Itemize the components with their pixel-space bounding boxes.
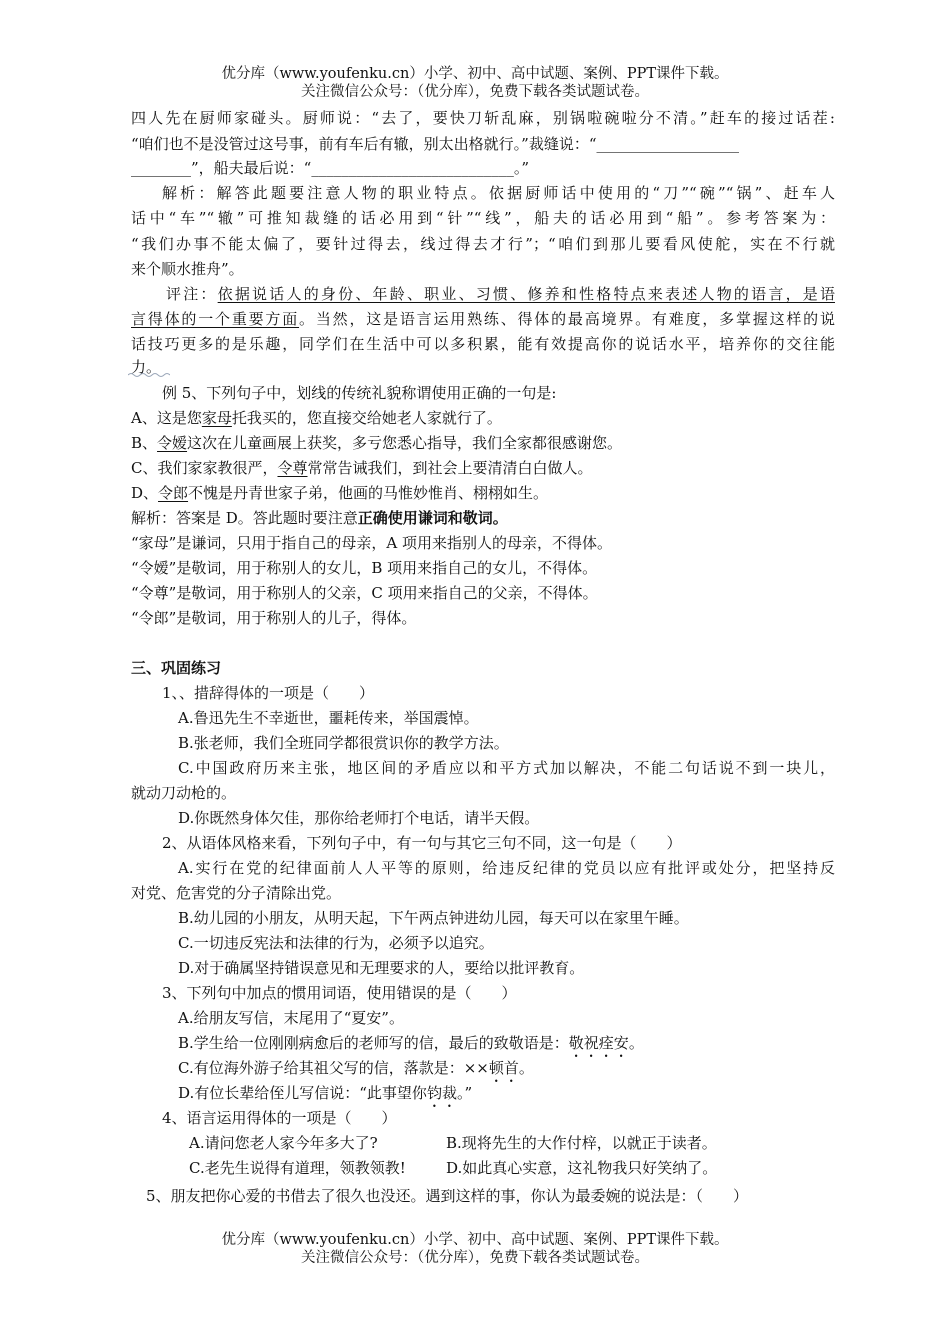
q1-option-c-line-2: 就动刀动枪的。 xyxy=(131,784,237,802)
q2-option-b: B.幼儿园的小朋友，从明天起，下午两点钟进幼儿园，每天可以在家里午睡。 xyxy=(178,909,689,927)
q2-option-d: D.对于确属坚持错误意见和无理要求的人，要给以批评教育。 xyxy=(178,959,585,977)
option-a-term: 家母 xyxy=(201,409,232,427)
q3d-post: 。” xyxy=(456,1084,473,1102)
option-b-pre: B、 xyxy=(131,434,158,452)
option-c-term: 令尊 xyxy=(277,459,308,477)
intro-line-2: “咱们也不是没管过这号事，前有车后有辙，别太出格就行。”裁缝说：“___________________ xyxy=(131,135,740,153)
q3-option-a: A.给朋友写信，末尾用了“夏安”。 xyxy=(178,1009,404,1027)
comment-rest-2: 。当然，这是语言运用熟练、得体的最高境界。有难度，多掌握这样的说 xyxy=(299,310,835,328)
comment-line-3: 话技巧更多的是乐趣，同学们在生活中可以多积累，能有效提高你的说话水平，培养你的交往能 xyxy=(131,335,835,353)
footer-line-1: 优分库（www.youfenku.cn）小学、初中、高中试题、案例、PPT课件下载。 xyxy=(221,1232,729,1248)
analysis-line-1: 解析：解答此题要注意人物的职业特点。依据厨师话中使用的“刀”“碗”“锅”、赶车人 xyxy=(162,184,835,202)
intro-line-1: 四人先在厨师家碰头。厨师说：“去了，要快刀斩乱麻，别锅啦碗啦分不清。”赶车的接过话茬: xyxy=(131,109,835,127)
comment-line-2 xyxy=(131,309,835,329)
option-b-term: 令嫒 xyxy=(157,434,188,452)
q4: 4、语言运用得体的一项是（ ） xyxy=(162,1109,397,1127)
q3c-dotted: 顿首 xyxy=(488,1059,519,1077)
q3c-post: 。 xyxy=(518,1059,534,1077)
q3b-post: 。 xyxy=(628,1034,644,1052)
comment-underlined-2: 言得体的一个重要方面 xyxy=(131,310,300,328)
example5-option-c xyxy=(131,458,593,478)
option-c-pre: C、我们家家教很严， xyxy=(131,459,278,477)
header-line-1: 优分库（www.youfenku.cn）小学、初中、高中试题、案例、PPT课件下载。 xyxy=(221,66,729,82)
explanation-3: “令尊”是敬词，用于称别人的父亲，C 项用来指自己的父亲，不得体。 xyxy=(131,584,598,602)
q3: 3、下列句中加点的惯用词语，使用错误的是（ ） xyxy=(162,984,517,1002)
analysis-line-4: 来个顺水推舟”。 xyxy=(131,260,244,278)
q3c-pre: C.有位海外游子给其祖父写的信，落款是：×× xyxy=(178,1059,489,1077)
option-a-pre: A、这是您 xyxy=(131,409,202,427)
option-d-pre: D、 xyxy=(131,484,159,502)
q3-option-b xyxy=(178,1033,644,1061)
example5-question: 例 5、下列句子中，划线的传统礼貌称谓使用正确的一句是: xyxy=(162,384,557,402)
intro-line-3: ________”，船夫最后说：“___________________________。” xyxy=(131,159,530,177)
option-d-term: 令郎 xyxy=(158,484,189,502)
q3b-pre: B.学生给一位刚刚病愈后的老师写的信，最后的致敬语是： xyxy=(178,1034,569,1052)
option-c-post: 常常告诫我们，到社会上要清清白白做人。 xyxy=(307,459,593,477)
example5-option-d xyxy=(131,483,548,503)
analysis-line-2: 话中“车”“辙”可推知裁缝的话必用到“针”“线”，船夫的话必用到“船”。参考答案为： xyxy=(131,209,835,227)
q1-option-a: A.鲁迅先生不幸逝世，噩耗传来，举国震悼。 xyxy=(178,709,479,727)
q1-option-c-line-1: C.中国政府历来主张，地区间的矛盾应以和平方式加以解决，不能二句话说不到一块儿， xyxy=(178,759,835,777)
footer-line-2: 关注微信公众号：（优分库），免费下载各类试题试卷。 xyxy=(301,1250,649,1266)
example5-option-b xyxy=(131,433,622,453)
answer-pre: 解析：答案是 D。答此题时要注意 xyxy=(131,509,358,527)
comment-underlined-1: 依据说话人的身份、年龄、职业、习惯、修养和性格特点来表述人物的语言，是语 xyxy=(217,285,835,303)
q3-option-d xyxy=(178,1083,472,1111)
q4-option-a: A.请问您老人家今年多大了? xyxy=(189,1134,378,1152)
q1-option-b: B.张老师，我们全班同学都很赏识你的教学方法。 xyxy=(178,734,509,752)
q2-option-a-line-1: A.实行在党的纪律面前人人平等的原则，给违反纪律的党员以应有批评或处分，把坚持反 xyxy=(178,859,835,877)
option-d-post: 不愧是丹青世家子弟，他画的马惟妙惟肖、栩栩如生。 xyxy=(188,484,549,502)
q3b-dotted: 敬祝痊安 xyxy=(568,1034,629,1052)
comment-line-4: 力。 xyxy=(131,358,162,376)
q2: 2、从语体风格来看，下列句子中，有一句与其它三句不同，这一句是（ ） xyxy=(162,834,682,852)
q4-option-d: D.如此真心实意，这礼物我只好笑纳了。 xyxy=(446,1159,718,1177)
explanation-4: “令郎”是敬词，用于称别人的儿子，得体。 xyxy=(131,609,417,627)
header-line-2: 关注微信公众号：（优分库），免费下载各类试题试卷。 xyxy=(301,84,649,100)
q3d-pre: D.有位长辈给侄儿写信说：“此事望你 xyxy=(178,1084,427,1102)
q1-option-d: D.你既然身体欠佳，那你给老师打个电话，请半天假。 xyxy=(178,809,540,827)
q1: 1、、措辞得体的一项是（ ） xyxy=(162,684,375,702)
explanation-2: “令嫒”是敬词，用于称别人的女儿，B 项用来指自己的女儿，不得体。 xyxy=(131,559,598,577)
wavy-underline-mark xyxy=(128,372,170,378)
q2-option-c: C.一切违反宪法和法律的行为，必须予以追究。 xyxy=(178,934,494,952)
answer-bold: 正确使用谦词和敬词。 xyxy=(357,509,508,527)
q3d-dotted: 钧裁 xyxy=(426,1084,457,1102)
q2-option-a-line-2: 对党、危害党的分子清除出党。 xyxy=(131,884,342,902)
comment-line-1 xyxy=(166,284,835,304)
section-title: 三、巩固练习 xyxy=(131,659,222,677)
analysis-line-3: “我们办事不能太偏了，要针过得去，线过得去才行”；“咱们到那儿要看风使舵，实在不行就 xyxy=(131,235,835,253)
example5-option-a xyxy=(131,408,502,428)
comment-prefix: 评注： xyxy=(166,285,218,303)
option-b-post: 这次在儿童画展上获奖，多亏您悉心指导，我们全家都很感谢您。 xyxy=(187,434,623,452)
q3-option-c xyxy=(178,1058,534,1086)
explanation-1: “家母”是谦词，只用于指自己的母亲，A 项用来指别人的母亲，不得体。 xyxy=(131,534,612,552)
option-a-post: 托我买的，您直接交给她老人家就行了。 xyxy=(231,409,502,427)
q5: 5、朋友把你心爱的书借去了很久也没还。遇到这样的事，你认为最委婉的说法是：（ ） xyxy=(146,1187,749,1205)
q4-option-b: B.现将先生的大作付梓，以就正于读者。 xyxy=(446,1134,717,1152)
q4-option-c: C.老先生说得有道理，领教领教! xyxy=(189,1159,406,1177)
example5-answer xyxy=(131,508,508,528)
